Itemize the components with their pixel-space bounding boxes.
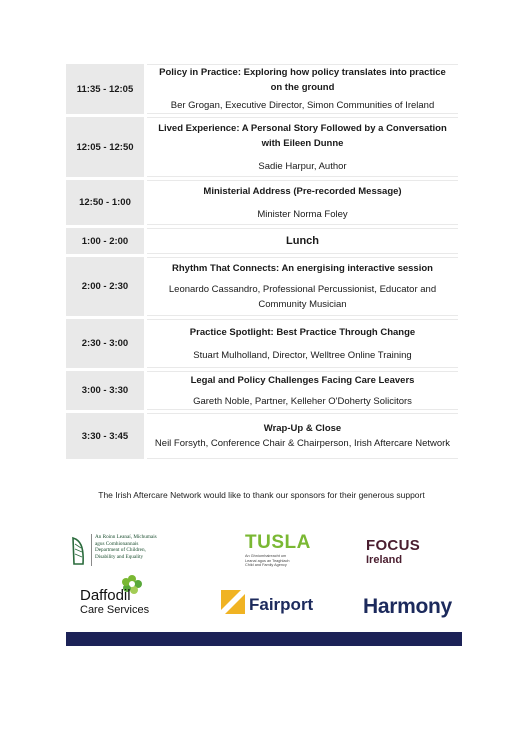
session-title: Wrap-Up & Close: [263, 423, 342, 434]
daffodil-line1: Daffodil: [80, 587, 131, 604]
session-time: 2:00 - 2:30: [66, 257, 147, 316]
fairport-mark-icon: [221, 590, 245, 614]
session-time: 12:50 - 1:00: [66, 180, 147, 225]
session-cell: [147, 414, 458, 458]
session-title: Legal and Policy Challenges Facing Care Leavers: [190, 374, 415, 386]
tusla-sub3: Child and Family Agency: [245, 563, 287, 568]
session-cell: [147, 372, 458, 409]
session-time: 1:00 - 2:00: [66, 228, 147, 254]
tusla-sub2: Leanaí agus an Teaghlach: [245, 558, 290, 563]
tusla-logo: [245, 533, 315, 573]
session-speaker: Gareth Noble, Partner, Kelleher O'Doherty Solicitors: [193, 395, 412, 407]
schedule-row: [66, 257, 458, 319]
focus-line2: Ireland: [366, 554, 403, 566]
dept-line4: Disability and Equality: [95, 553, 144, 560]
session-cell: [147, 118, 458, 176]
dept-line3: Department of Children,: [95, 547, 146, 554]
daffodil-logo: [80, 573, 170, 617]
session-time: 3:30 - 3:45: [66, 413, 147, 459]
dept-children-logo: [70, 534, 180, 570]
harmony-logo: [363, 595, 463, 621]
session-title: Lunch: [286, 235, 319, 247]
fairport-name: Fairport: [249, 595, 314, 614]
session-time: 12:05 - 12:50: [66, 117, 147, 177]
harmony-name: Harmony: [363, 595, 452, 618]
session-cell: [147, 229, 458, 253]
schedule-row: [66, 64, 458, 117]
session-title: Ministerial Address (Pre-recorded Message): [203, 185, 402, 197]
session-speaker: Ber Grogan, Executive Director, Simon Communities of Ireland: [170, 100, 435, 111]
focus-line1: FOCUS: [366, 537, 420, 554]
session-cell: [147, 181, 458, 224]
schedule-table: [66, 64, 458, 462]
session-speaker: Minister Norma Foley: [257, 208, 348, 220]
harp-icon: [70, 536, 86, 566]
footer-bar: [66, 632, 462, 646]
schedule-row: [66, 371, 458, 413]
fairport-logo: [221, 590, 326, 618]
tusla-name: TUSLA: [245, 532, 311, 553]
schedule-row: [66, 117, 458, 180]
sponsor-thanks: The Irish Aftercare Network would like to thank our sponsors for their generous support: [98, 490, 425, 500]
schedule-row: [66, 413, 458, 462]
session-cell: [147, 320, 458, 367]
session-speaker: Leonardo Cassandro, Professional Percussionist, Educator and Community Musician: [168, 284, 437, 310]
session-speaker: Neil Forsyth, Conference Chair & Chairperson, Irish Aftercare Network: [154, 438, 451, 449]
session-title: Practice Spotlight: Best Practice Through Change: [189, 326, 416, 338]
session-time: 11:35 - 12:05: [66, 64, 147, 114]
dept-line1: An Roinn Leanaí, Míchumais: [95, 534, 157, 540]
session-speaker: Sadie Harpur, Author: [258, 160, 347, 172]
session-speaker: Stuart Mulholland, Director, Welltree Online Training: [193, 349, 412, 361]
session-time: 3:00 - 3:30: [66, 371, 147, 410]
focus-ireland-logo: [366, 538, 446, 570]
session-cell: [147, 65, 458, 113]
schedule-row: [66, 228, 458, 257]
schedule-row: [66, 319, 458, 371]
schedule-row: [66, 180, 458, 228]
session-time: 2:30 - 3:00: [66, 319, 147, 368]
session-title: Lived Experience: A Personal Story Followed by a Conversation with Eileen Dunne: [158, 122, 447, 149]
session-title: Rhythm That Connects: An energising interactive session: [172, 263, 433, 274]
session-title: Policy in Practice: Exploring how policy translates into practice on the ground: [159, 67, 446, 93]
tusla-sub1: An Ghníomhaireacht um: [245, 554, 287, 558]
session-cell: [147, 258, 458, 315]
dept-line2: agus Comhionannais: [95, 540, 139, 547]
daffodil-line2: Care Services: [80, 604, 150, 616]
